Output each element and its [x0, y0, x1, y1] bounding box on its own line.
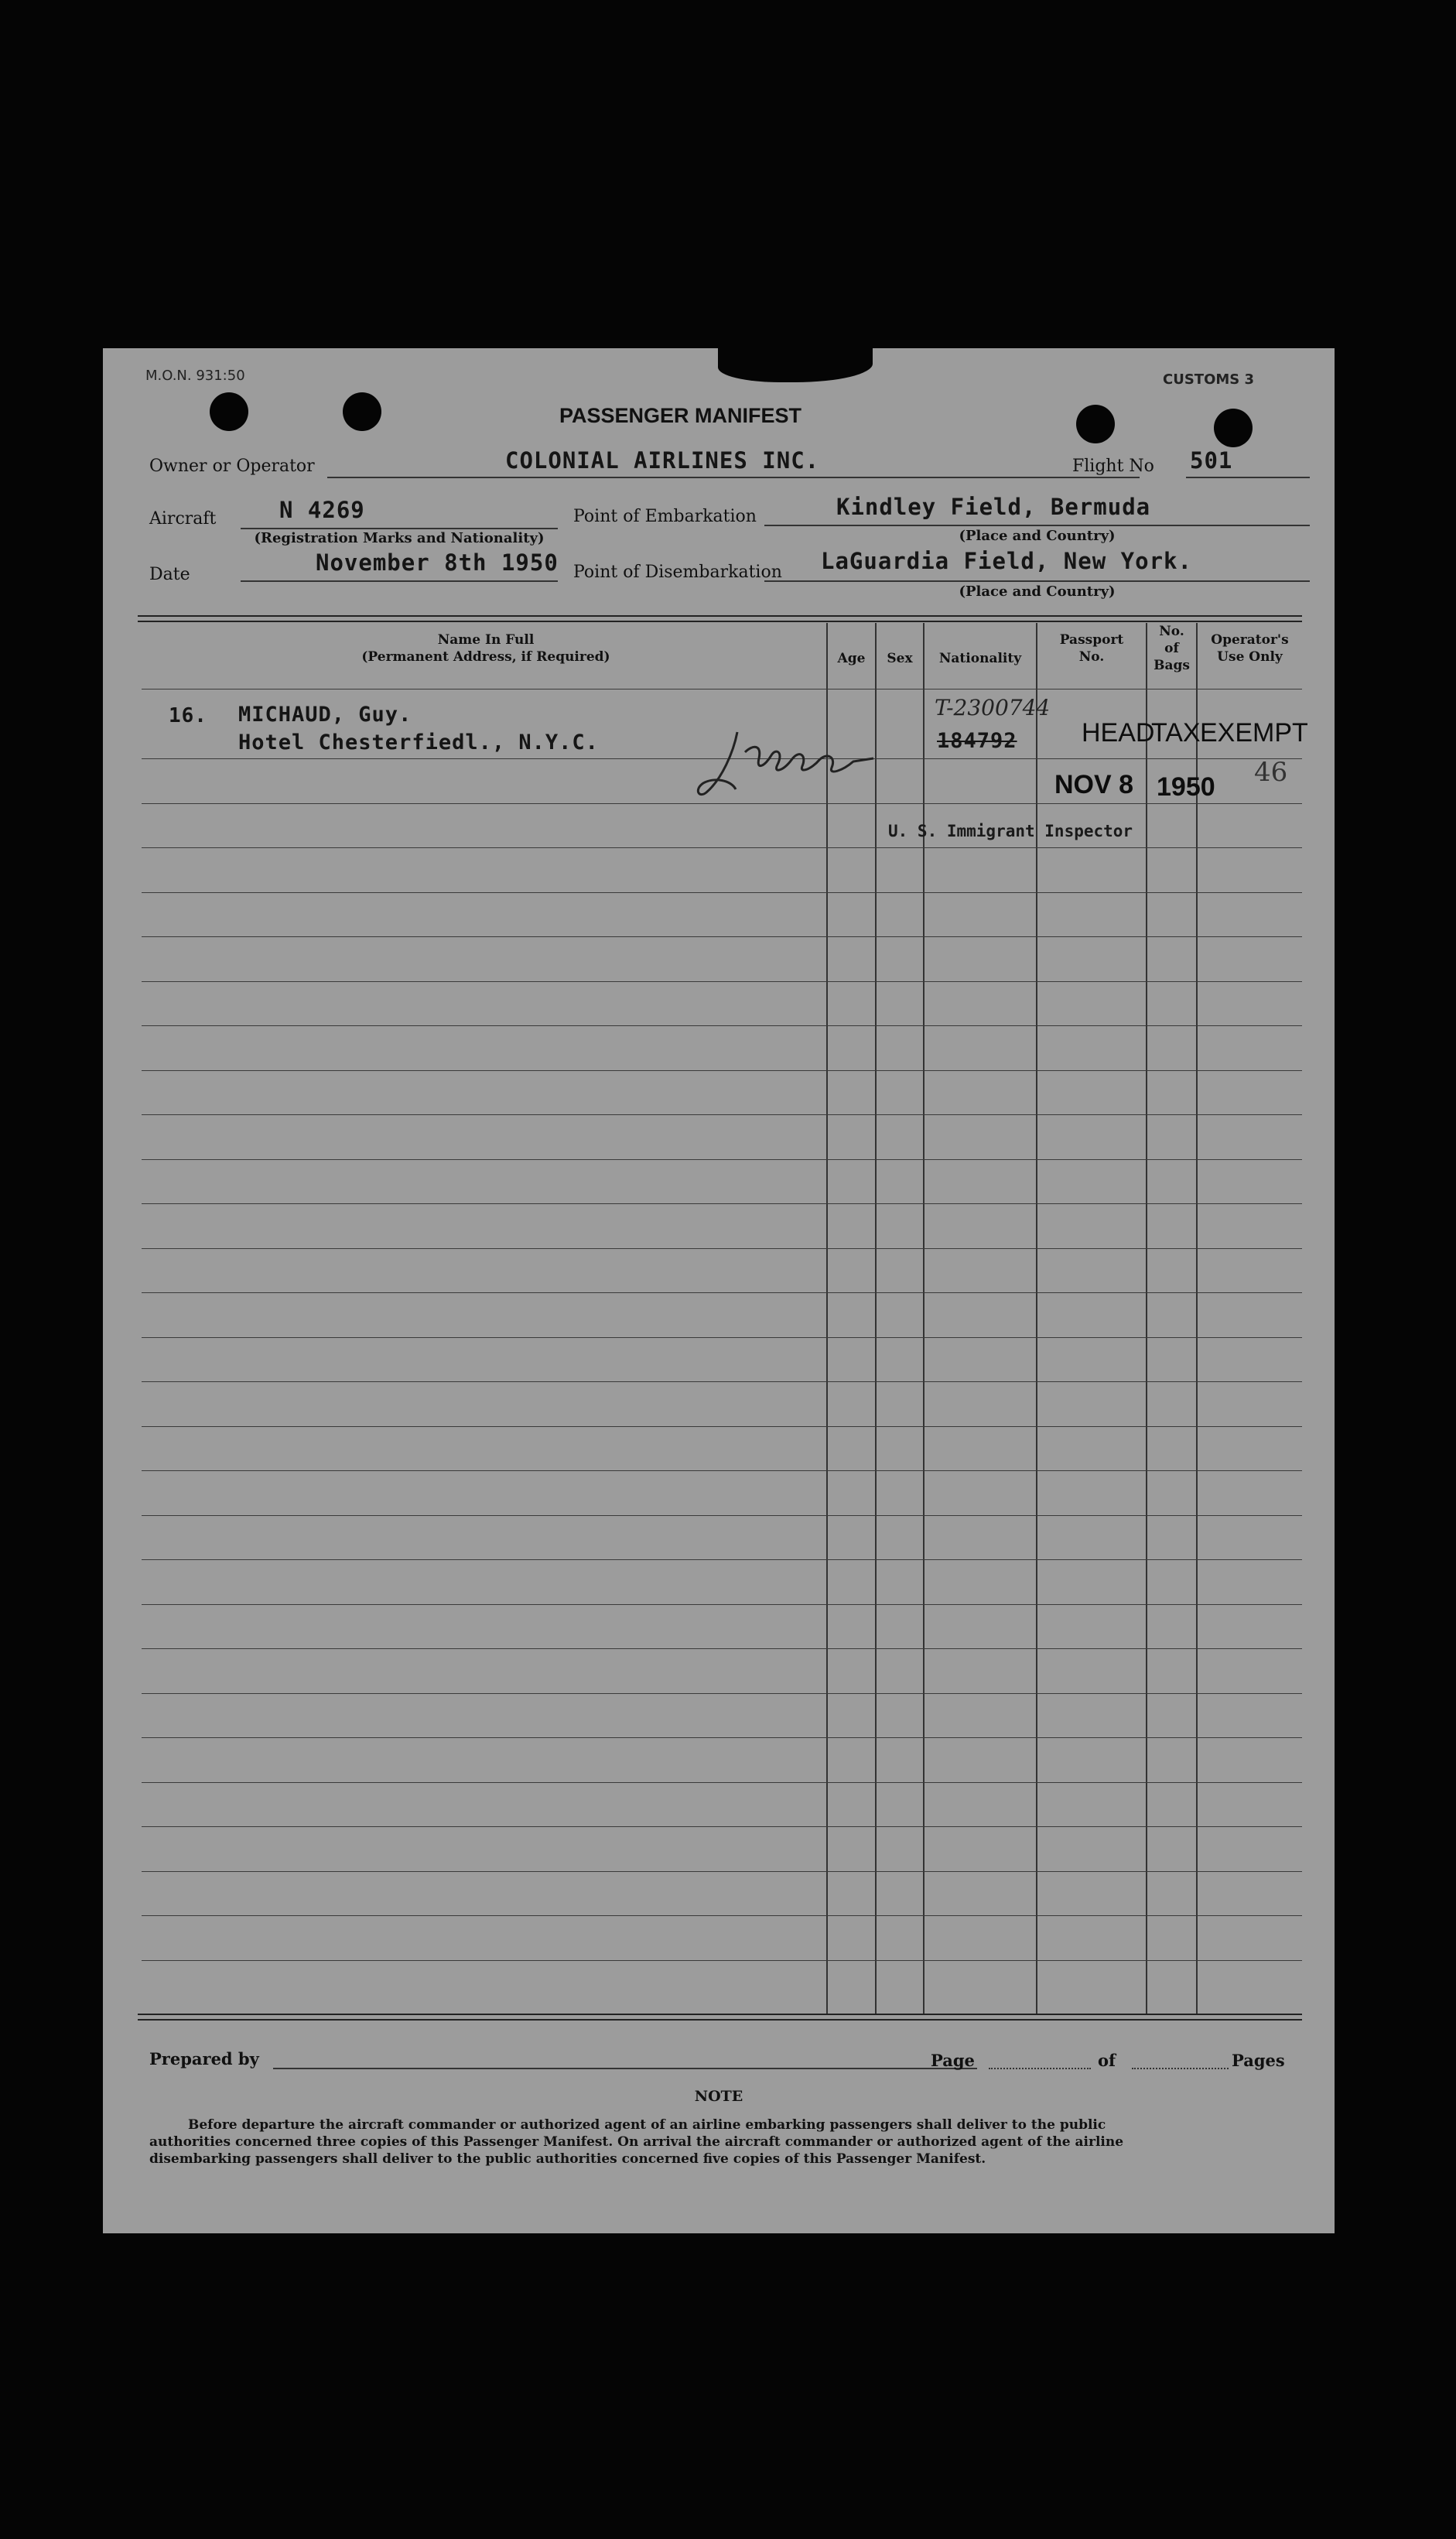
passport-header — [1037, 631, 1146, 666]
sex-header: Sex — [887, 651, 913, 666]
torn-edge — [718, 345, 873, 382]
bags-header — [1147, 623, 1196, 674]
table-bottom-rule — [138, 2014, 1302, 2021]
passport-header-title: Passport — [1059, 632, 1124, 648]
nationality-header: Nationality — [938, 651, 1022, 666]
operator-use-header-line1: Operator's — [1211, 632, 1289, 648]
note-title: NOTE — [694, 2088, 743, 2105]
flight-value: 501 — [1190, 447, 1233, 474]
passport-header-sub: No. — [1078, 649, 1105, 665]
column-divider — [826, 623, 828, 2014]
operator-use-header — [1198, 631, 1302, 666]
disembarkation-label: Point of Disembarkation — [573, 563, 782, 582]
bags-header-line3: Bags — [1154, 658, 1190, 673]
tax-stamp: TAX — [1151, 718, 1201, 748]
column-divider — [1146, 623, 1147, 2014]
date-label: Date — [149, 565, 190, 584]
bags-header-line1: No. — [1159, 624, 1184, 639]
flight-label: Flight No — [1072, 457, 1154, 476]
form-code: M.O.N. 931:50 — [145, 368, 245, 384]
prepared-by-label: Prepared by — [149, 2049, 259, 2068]
page-label: Page — [931, 2051, 975, 2070]
note-body — [149, 2116, 1310, 2168]
table-top-rule — [138, 615, 1302, 622]
note-line-2: authorities concerned three copies of this Passenger Manifest. On arrival the aircraft commander or authorized agent of the airline — [149, 2134, 1124, 2150]
operator-number: 46 — [1254, 757, 1288, 788]
column-divider — [1196, 623, 1198, 2014]
disembarkation-value: LaGuardia Field, New York. — [821, 548, 1192, 574]
note-line-3: disembarking passengers shall deliver to the public authorities concerned five copies of this Passenger Manifest. — [149, 2151, 986, 2167]
embarkation-label: Point of Embarkation — [573, 507, 757, 526]
handwritten-reference: T-2300744 — [935, 695, 1051, 720]
name-header-title: Name In Full — [437, 632, 535, 648]
note-line-1: Before departure the aircraft commander or authorized agent of an airline embarking passengers shall deliver to the public — [188, 2117, 1106, 2133]
entry-number: 16. — [169, 704, 207, 727]
head-tax-stamp: HEAD — [1082, 718, 1155, 748]
owner-label: Owner or Operator — [149, 457, 315, 476]
aircraft-value: N 4269 — [279, 497, 365, 523]
aircraft-label: Aircraft — [149, 509, 217, 529]
stamp-year: 1950 — [1157, 772, 1215, 802]
of-label: of — [1098, 2051, 1116, 2070]
name-header — [149, 631, 822, 666]
registration-sublabel: (Registration Marks and Nationality) — [254, 530, 545, 546]
customs-label: CUSTOMS 3 — [1163, 371, 1255, 388]
age-header: Age — [837, 651, 866, 666]
exempt-stamp: EXEMPT — [1200, 718, 1308, 748]
date-value: November 8th 1950 — [316, 549, 559, 576]
manifest-sheet — [103, 348, 1335, 2233]
pages-label: Pages — [1232, 2051, 1285, 2070]
punch-hole — [343, 392, 381, 431]
column-divider — [875, 623, 877, 2014]
disembarkation-sublabel: (Place and Country) — [959, 583, 1116, 600]
inspector-signature — [691, 721, 892, 806]
operator-use-header-line2: Use Only — [1217, 649, 1283, 665]
punch-hole — [1076, 405, 1115, 443]
punch-hole — [1214, 409, 1253, 447]
embarkation-value: Kindley Field, Bermuda — [836, 494, 1151, 520]
stamp-date: NOV 8 — [1054, 770, 1134, 799]
punch-hole — [210, 392, 248, 431]
passenger-address: Hotel Chesterfiedl., N.Y.C. — [238, 731, 599, 755]
passenger-name: MICHAUD, Guy. — [238, 703, 412, 727]
name-header-sub: (Permanent Address, if Required) — [361, 649, 610, 665]
bags-header-line2: of — [1164, 641, 1179, 656]
page-title: PASSENGER MANIFEST — [559, 404, 802, 427]
operator-value: COLONIAL AIRLINES INC. — [505, 447, 820, 474]
stamp-inspector-line: U. S. Immigrant Inspector — [888, 822, 1133, 840]
struck-number: 184792 — [937, 729, 1017, 753]
embarkation-sublabel: (Place and Country) — [959, 528, 1116, 544]
